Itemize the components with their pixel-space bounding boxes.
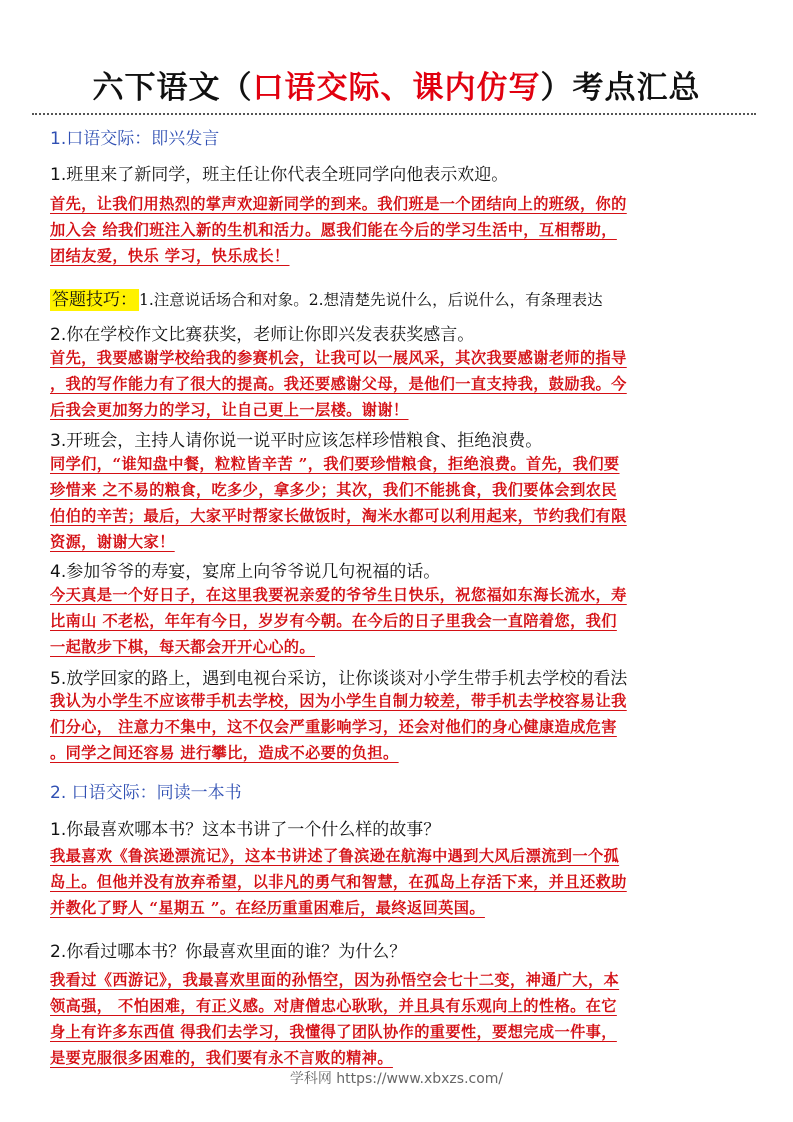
answer-line: 首先，让我们用热烈的掌声欢迎新同学的到来。我们班是一个团结向上的班级，你的 bbox=[50, 195, 627, 213]
answer-line: ，我的写作能力有了很大的提高。我还要感谢父母，是他们一直支持我，鼓励我。今 bbox=[50, 375, 627, 393]
title-suffix: ）考点汇总 bbox=[540, 70, 701, 106]
question-text: 3.开班会，主持人请你说一说平时应该怎样珍惜粮食、拒绝浪费。 bbox=[50, 431, 543, 451]
answer-line: 我看过《西游记》，我最喜欢里面的孙悟空，因为孙悟空会七十二变，神通广大，本 bbox=[50, 971, 620, 989]
answer-line: 团结友爱，快乐 学习，快乐成长！ bbox=[50, 247, 290, 265]
answer-line: 身上有许多东西值 得我们去学习，我懂得了团队协作的重要性，要想完成一件事， bbox=[50, 1023, 617, 1041]
tip-label: 答题技巧： bbox=[52, 290, 137, 310]
question-text: 2.你在学校作文比赛获奖，老师让你即兴发表获奖感言。 bbox=[50, 325, 475, 345]
dotted-divider bbox=[32, 113, 756, 115]
tip-text: 1.注意说话场合和对象。2.想清楚先说什么，后说什么，有条理表达 bbox=[139, 291, 603, 309]
question-text: 5.放学回家的路上，遇到电视台采访，让你谈谈对小学生带手机去学校的看法 bbox=[50, 669, 628, 689]
answer-line: 并教化了野人 “星期五 ”。在经历重重困难后，最终返回英国。 bbox=[50, 899, 485, 917]
answer-line: 岛上。但他并没有放弃希望，以非凡的勇气和智慧，在孤岛上存活下来，并且还救助 bbox=[50, 873, 627, 891]
question-text: 1.你最喜欢哪本书？这本书讲了一个什么样的故事？ bbox=[50, 820, 441, 840]
answer-line: 珍惜来 之不易的粮食，吃多少，拿多少；其次，我们不能挑食，我们要体会到农民 bbox=[50, 481, 617, 499]
answer-line: 首先，我要感谢学校给我的参赛机会，让我可以一展风采，其次我要感谢老师的指导 bbox=[50, 349, 627, 367]
answer-line: 资源，谢谢大家！ bbox=[50, 533, 175, 551]
answer-block bbox=[50, 688, 746, 774]
footer-watermark: 学科网 https://www.xbxzs.com/ bbox=[289, 1071, 504, 1087]
answer-line: 后我会更加努力的学习，让自己更上一层楼。谢谢！ bbox=[50, 401, 409, 419]
answer-line: 们分心， 注意力不集中，这不仅会严重影响学习，还会对他们的身心健康造成危害 bbox=[50, 718, 617, 736]
answer-tip bbox=[50, 285, 746, 310]
page-title bbox=[0, 62, 793, 107]
answer-line: 我最喜欢《鲁滨逊漂流记》，这本书讲述了鲁滨逊在航海中遇到大风后漂流到一个孤 bbox=[50, 847, 620, 865]
answer-line: 是要克服很多困难的，我们要有永不言败的精神。 bbox=[50, 1049, 393, 1067]
answer-line: 加入会 给我们班注入新的生机和活力。愿我们能在今后的学习生活中，互相帮助， bbox=[50, 221, 617, 239]
answer-block bbox=[50, 843, 746, 929]
answer-block bbox=[50, 451, 746, 563]
question-text: 2.你看过哪本书？你最喜欢里面的谁？为什么？ bbox=[50, 942, 407, 962]
question-text: 4.参加爷爷的寿宴，宴席上向爷爷说几句祝福的话。 bbox=[50, 562, 441, 582]
title-highlight: 口语交际、课内仿写 bbox=[252, 70, 541, 106]
answer-line: 领高强， 不怕困难，有正义感。对唐僧忠心耿耿，并且具有乐观向上的性格。在它 bbox=[50, 997, 617, 1015]
section-heading: 2. 口语交际：同读一本书 bbox=[50, 783, 242, 803]
answer-line: 同学们，“谁知盘中餐，粒粒皆辛苦 ”，我们要珍惜粮食，拒绝浪费。首先，我们要 bbox=[50, 455, 620, 473]
answer-line: 今天真是一个好日子，在这里我要祝亲爱的爷爷生日快乐，祝您福如东海长流水，寿 bbox=[50, 586, 627, 604]
answer-line: 伯伯的辛苦；最后，大家平时帮家长做饭时，淘米水都可以利用起来，节约我们有限 bbox=[50, 507, 627, 525]
answer-block bbox=[50, 191, 746, 277]
answer-line: 比南山 不老松，年年有今日，岁岁有今朝。在今后的日子里我会一直陪着您，我们 bbox=[50, 612, 617, 630]
title-prefix: 六下语文（ bbox=[92, 70, 253, 106]
answer-block bbox=[50, 967, 746, 1079]
answer-line: 一起散步下棋，每天都会开开心心的。 bbox=[50, 638, 315, 656]
answer-block bbox=[50, 345, 746, 431]
answer-line: 。同学之间还容易 进行攀比，造成不必要的负担。 bbox=[50, 744, 399, 762]
answer-line: 我认为小学生不应该带手机去学校，因为小学生自制力较差，带手机去学校容易让我 bbox=[50, 692, 627, 710]
section-heading: 1.口语交际：即兴发言 bbox=[50, 129, 220, 149]
question-text: 1.班里来了新同学，班主任让你代表全班同学向他表示欢迎。 bbox=[50, 165, 509, 185]
answer-block bbox=[50, 582, 746, 668]
